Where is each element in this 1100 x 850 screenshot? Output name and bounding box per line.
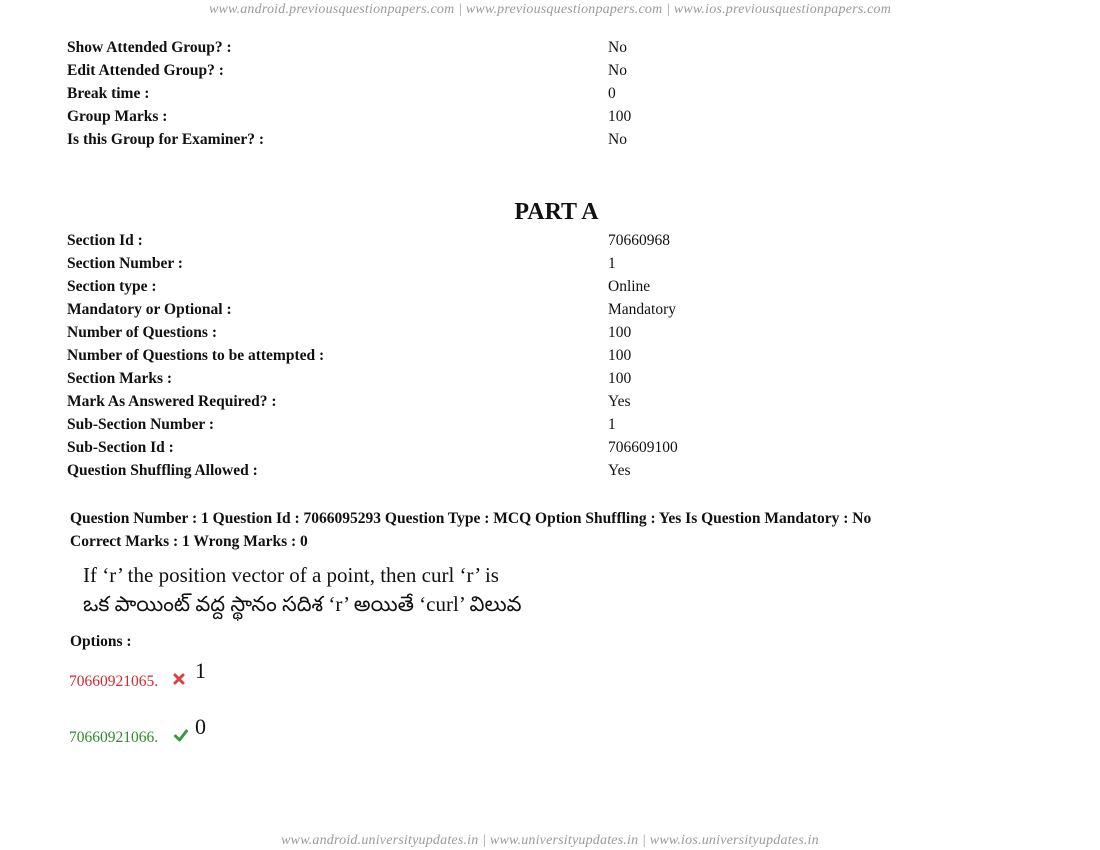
info-value: No (608, 39, 627, 56)
footer-links: www.android.universityupdates.in | www.universityupdates.in | www.ios.universityupdates.in (281, 833, 819, 848)
check-icon (172, 727, 189, 743)
info-label: Number of Questions : (67, 324, 217, 341)
question-marks-line: Correct Marks : 1 Wrong Marks : 0 (70, 533, 308, 550)
info-label: Group Marks : (67, 108, 168, 125)
info-value: 70660968 (608, 232, 670, 249)
section-info-table (67, 232, 967, 485)
option-value: 0 (195, 714, 206, 739)
info-label: Mandatory or Optional : (67, 301, 232, 318)
info-label: Is this Group for Examiner? : (67, 131, 265, 148)
info-value: 706609100 (608, 439, 678, 456)
option-value: 1 (195, 658, 206, 683)
info-row (67, 278, 967, 301)
info-row (67, 232, 967, 255)
info-value: 100 (608, 347, 632, 364)
info-label: Sub-Section Number : (67, 416, 214, 433)
info-value: 1 (608, 255, 616, 272)
part-title: PART A (514, 199, 599, 225)
option-id: 70660921065. (69, 673, 159, 690)
info-label: Break time : (67, 85, 150, 102)
info-row (67, 393, 967, 416)
info-row (67, 39, 967, 62)
info-row (67, 255, 967, 278)
info-label: Section Number : (67, 255, 183, 272)
info-row (67, 370, 967, 393)
options-label: Options : (70, 633, 132, 650)
info-label: Show Attended Group? : (67, 39, 232, 56)
info-row (67, 347, 967, 370)
question-text-english: If ‘r’ the position vector of a point, then curl ‘r’ is (83, 563, 499, 587)
info-label: Mark As Answered Required? : (67, 393, 277, 410)
info-label: Edit Attended Group? : (67, 62, 224, 79)
info-label: Section type : (67, 278, 157, 295)
info-value: 100 (608, 370, 632, 387)
info-value: Yes (608, 462, 631, 479)
info-value: 100 (608, 108, 632, 125)
info-value: 0 (608, 85, 616, 102)
header-links: www.android.previousquestionpapers.com | www.previousquestionpapers.com | www.ios.previousquestionpapers.com (208, 2, 892, 17)
option-id: 70660921066. (69, 729, 159, 746)
info-row (67, 416, 967, 439)
info-row (67, 131, 967, 154)
group-info-table (67, 39, 967, 154)
info-row (67, 85, 967, 108)
info-label: Sub-Section Id : (67, 439, 174, 456)
cross-icon (172, 671, 186, 687)
info-value: Online (608, 278, 651, 295)
info-label: Question Shuffling Allowed : (67, 462, 258, 479)
info-row (67, 108, 967, 131)
info-value: 100 (608, 324, 632, 341)
info-value: Mandatory (608, 301, 677, 318)
info-value: Yes (608, 393, 631, 410)
info-label: Section Marks : (67, 370, 173, 387)
info-row (67, 462, 967, 485)
info-value: No (608, 131, 627, 148)
info-row (67, 324, 967, 347)
info-row (67, 439, 967, 462)
info-label: Number of Questions to be attempted : (67, 347, 325, 364)
info-row (67, 301, 967, 324)
info-label: Section Id : (67, 232, 143, 249)
info-value: 1 (608, 416, 616, 433)
question-meta-line: Question Number : 1 Question Id : 7066095293 Question Type : MCQ Option Shuffling : Yes Is Question Mandatory : No (70, 510, 872, 527)
question-text-telugu: ఒక పాయింట్ వద్ద స్థానం సదిశ ‘r’ అయితే ‘curl’ విలువ (83, 592, 522, 616)
info-value: No (608, 62, 627, 79)
info-row (67, 62, 967, 85)
